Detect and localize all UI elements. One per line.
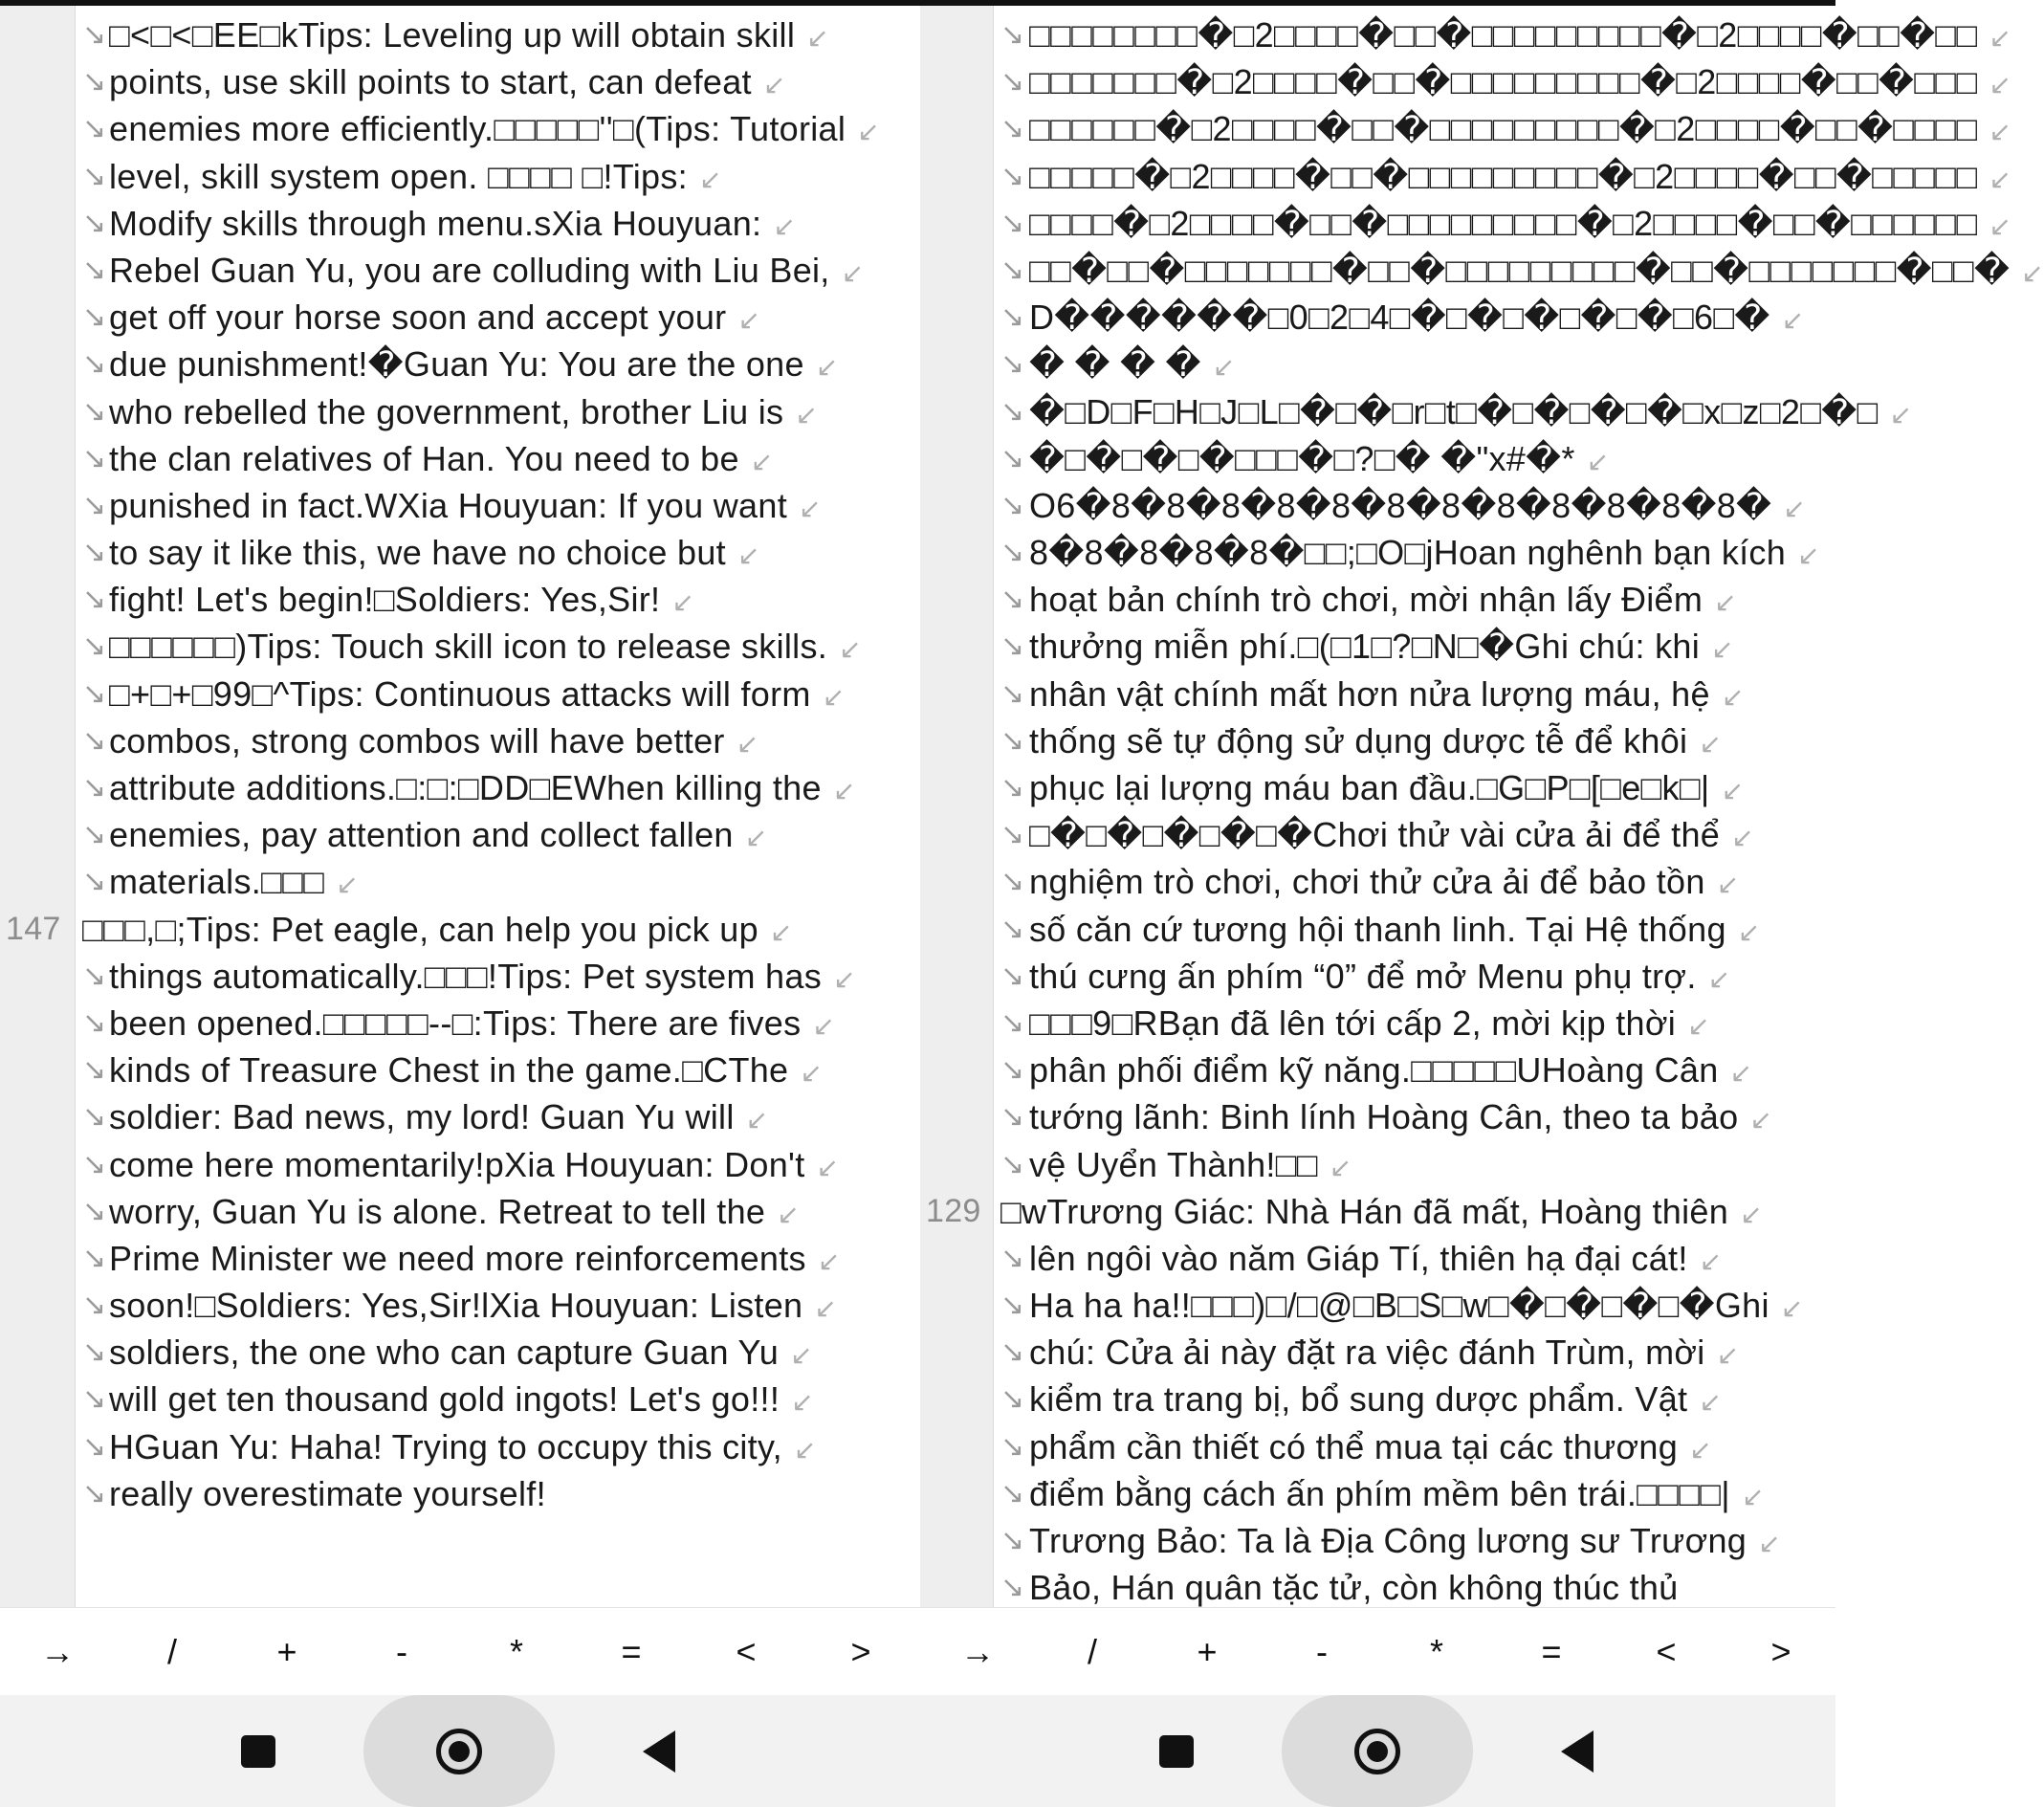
wrap-end-icon: ↙ <box>1989 23 2012 53</box>
line-text: due punishment!�Guan Yu: You are the one ↙ <box>109 344 839 385</box>
line-text: □□�□□�□□□□□□□�□□�□□□□□□□□□�□□�□□□□□□□�□□� ↙ <box>1029 250 2044 290</box>
text-line[interactable] <box>0 1282 920 1329</box>
line-text: punished in fact.WXia Houyuan: If you want ↙ <box>109 485 822 525</box>
line-number: 129 <box>926 1192 981 1229</box>
line-text: enemies more efficiently.□□□□□''□(Tips: Tutorial ↙ <box>109 109 880 149</box>
line-text: O6�8�8�8�8�8�8�8�8�8�8�8�8� ↙ <box>1029 485 1807 525</box>
extra-key[interactable]: → <box>960 1632 995 1671</box>
back-button[interactable] <box>564 1695 756 1807</box>
wrap-end-icon: ↙ <box>1721 681 1745 712</box>
text-line[interactable] <box>0 764 920 811</box>
extra-key[interactable]: / <box>1087 1632 1097 1671</box>
wrap-end-icon: ↙ <box>841 257 865 288</box>
line-text: □□□,□;Tips: Pet eagle, can help you pick up ↙ <box>82 909 793 949</box>
wrap-start-icon: ↘ <box>82 253 107 286</box>
wrap-start-icon: ↘ <box>82 301 107 334</box>
line-text: worry, Guan Yu is alone. Retreat to tell the ↙ <box>109 1191 800 1231</box>
circle-icon <box>436 1729 482 1774</box>
line-text: □□□□□□□□�□2□□□□�□□�□□□□□□□□□�□2□□□□�□□�□□ ↙ <box>1029 15 2012 55</box>
line-text: tướng lãnh: Binh lính Hoàng Cân, theo ta bảo ↙ <box>1029 1097 1773 1137</box>
text-line[interactable] <box>920 435 1835 482</box>
line-text: kiểm tra trang bị, bổ sung dược phẩm. Vật ↙ <box>1029 1379 1723 1420</box>
wrap-end-icon: ↙ <box>1781 305 1805 336</box>
editor-pane-right[interactable] <box>920 6 2044 1608</box>
text-line[interactable] <box>0 1329 920 1376</box>
line-text: nhân vật chính mất hơn nửa lượng máu, hệ ↙ <box>1029 673 1745 714</box>
extra-key[interactable]: - <box>396 1632 407 1671</box>
extra-key[interactable]: = <box>621 1632 642 1671</box>
text-line[interactable] <box>920 294 1835 341</box>
text-line[interactable] <box>920 1235 1835 1282</box>
line-text: to say it like this, we have no choice but ↙ <box>109 533 760 573</box>
text-line[interactable] <box>0 247 920 294</box>
text-line[interactable] <box>920 1423 1835 1470</box>
wrap-end-icon: ↙ <box>1687 1010 1710 1041</box>
wrap-start-icon: ↘ <box>82 1195 107 1227</box>
wrap-start-icon: ↘ <box>1000 1101 1025 1134</box>
text-line[interactable] <box>920 906 1835 953</box>
line-text: Ha ha ha!!□□□)□/□@□B□S□w□�□�□�□�Ghi ↙ <box>1029 1286 1804 1326</box>
line-text: come here momentarily!pXia Houyuan: Don't ↙ <box>109 1144 840 1184</box>
wrap-end-icon: ↙ <box>1586 446 1610 476</box>
text-line[interactable] <box>0 294 920 341</box>
extra-keys-row <box>0 1607 1835 1696</box>
text-line[interactable] <box>920 200 2012 247</box>
text-line[interactable] <box>920 1141 1835 1188</box>
text-line[interactable] <box>920 529 1835 576</box>
line-text: phục lại lượng máu ban đầu.□G□P□[□e□k□| ↙ <box>1029 768 1745 807</box>
line-text: □wTrương Giác: Nhà Hán đã mất, Hoàng thiên ↙ <box>1000 1191 1763 1231</box>
wrap-end-icon: ↙ <box>814 1293 838 1324</box>
text-line[interactable] <box>0 1235 920 1282</box>
square-icon <box>1159 1735 1194 1768</box>
wrap-start-icon: ↘ <box>82 1006 107 1039</box>
wrap-start-icon: ↘ <box>82 724 107 757</box>
wrap-start-icon: ↘ <box>82 113 107 145</box>
line-text: thú cưng ấn phím “0” để mở Menu phụ trợ. ↙ <box>1029 956 1731 996</box>
line-text: who rebelled the government, brother Liu is ↙ <box>109 391 819 431</box>
wrap-end-icon: ↙ <box>762 70 786 100</box>
extra-key[interactable]: = <box>1541 1632 1562 1671</box>
wrap-end-icon: ↙ <box>777 1199 800 1229</box>
wrap-end-icon: ↙ <box>1741 1481 1765 1511</box>
wrap-end-icon: ↙ <box>817 1245 841 1276</box>
text-line[interactable] <box>0 623 920 670</box>
wrap-start-icon: ↘ <box>1000 207 1025 239</box>
line-text: □□□□�□2□□□□�□□�□□□□□□□□□�□2□□□□�□□�□□□□□□ ↙ <box>1029 203 2012 243</box>
text-line[interactable] <box>0 1188 920 1235</box>
text-line[interactable] <box>920 482 1835 529</box>
wrap-end-icon: ↙ <box>816 1152 840 1182</box>
text-line[interactable] <box>0 953 920 1000</box>
wrap-start-icon: ↘ <box>82 19 107 51</box>
text-line[interactable] <box>920 1517 1835 1564</box>
text-line[interactable] <box>0 435 920 482</box>
wrap-end-icon: ↙ <box>1689 1434 1712 1465</box>
wrap-end-icon: ↙ <box>1780 1293 1804 1324</box>
text-line[interactable] <box>0 671 920 717</box>
line-text: D������□0□2□4□�□�□�□�□�□6□� ↙ <box>1029 297 1805 338</box>
text-line[interactable] <box>920 247 2044 294</box>
extra-key[interactable]: - <box>1316 1632 1328 1671</box>
wrap-end-icon: ↙ <box>812 1010 836 1041</box>
wrap-start-icon: ↘ <box>1000 301 1025 334</box>
line-text: get off your horse soon and accept your ↙ <box>109 297 761 338</box>
wrap-end-icon: ↙ <box>857 117 880 147</box>
wrap-end-icon: ↙ <box>815 352 839 383</box>
text-line[interactable] <box>920 576 1835 623</box>
wrap-end-icon: ↙ <box>671 587 695 618</box>
line-text: attribute additions.□:□:□DD□EWhen killing the ↙ <box>109 768 856 807</box>
line-text: soldiers, the one who can capture Guan Yu ↙ <box>109 1333 813 1373</box>
text-line[interactable] <box>0 1047 920 1093</box>
line-text: been opened.□□□□□--□:Tips: There are fives ↙ <box>109 1003 836 1043</box>
line-text: Prime Minister we need more reinforcements ↙ <box>109 1238 841 1278</box>
line-text: Bảo, Hán quân tặc tử, còn không thúc thủ <box>1029 1568 1679 1608</box>
line-text: □�□�□�□�□�Chơi thử vài cửa ải để thể ↙ <box>1029 815 1754 855</box>
line-text: phân phối điểm kỹ năng.□□□□□UHoàng Cân ↙ <box>1029 1050 1753 1091</box>
line-number: 147 <box>6 910 61 947</box>
wrap-start-icon: ↘ <box>1000 66 1025 99</box>
text-line[interactable] <box>920 717 1835 764</box>
line-text: really overestimate yourself! <box>109 1473 546 1513</box>
text-line[interactable] <box>0 482 920 529</box>
wrap-start-icon: ↘ <box>82 1289 107 1322</box>
back-triangle-icon <box>1561 1730 1593 1773</box>
extra-key[interactable]: < <box>1656 1632 1677 1671</box>
line-text: � � � � ↙ <box>1029 344 1236 385</box>
wrap-start-icon: ↘ <box>82 537 107 569</box>
line-text: HGuan Yu: Haha! Trying to occupy this city, ↙ <box>109 1426 817 1466</box>
wrap-end-icon: ↙ <box>744 823 768 853</box>
wrap-start-icon: ↘ <box>1000 584 1025 616</box>
line-text: the clan relatives of Han. You need to be ↙ <box>109 438 774 478</box>
wrap-end-icon: ↙ <box>1989 164 2012 194</box>
wrap-start-icon: ↘ <box>82 1101 107 1134</box>
square-icon <box>241 1735 275 1768</box>
line-text: lên ngôi vào năm Giáp Tí, thiên hạ đại cát! ↙ <box>1029 1238 1723 1278</box>
wrap-start-icon: ↘ <box>82 866 107 898</box>
line-text: Rebel Guan Yu, you are colluding with Liu Bei, ↙ <box>109 250 865 290</box>
line-text: �□�□�□�□□□�□?□� �"x#�* ↙ <box>1029 438 1610 478</box>
text-line[interactable] <box>0 58 920 105</box>
navigation-bar <box>0 1695 1835 1807</box>
text-line[interactable] <box>0 1000 920 1047</box>
wrap-start-icon: ↘ <box>1000 819 1025 851</box>
wrap-end-icon: ↙ <box>1737 916 1761 947</box>
wrap-end-icon: ↙ <box>1707 963 1731 994</box>
text-line[interactable] <box>0 105 920 152</box>
wrap-end-icon: ↙ <box>800 1058 824 1089</box>
wrap-end-icon: ↙ <box>736 728 759 759</box>
line-text: □□□□□□)Tips: Touch skill icon to release skills. ↙ <box>109 627 862 667</box>
line-text: kinds of Treasure Chest in the game.□CThe ↙ <box>109 1050 824 1091</box>
wrap-end-icon: ↙ <box>2021 257 2044 288</box>
wrap-start-icon: ↘ <box>82 584 107 616</box>
line-text: thống sẽ tự động sử dụng dược tễ để khôi ↙ <box>1029 720 1723 760</box>
extra-key[interactable]: / <box>166 1632 177 1671</box>
wrap-end-icon: ↙ <box>698 164 722 194</box>
line-text: vệ Uyển Thành!□□ ↙ <box>1029 1144 1352 1184</box>
wrap-start-icon: ↘ <box>1000 630 1025 663</box>
line-text: □□□□□□□�□2□□□□�□□�□□□□□□□□□�□2□□□□�□□�□□□ ↙ <box>1029 62 2012 102</box>
wrap-start-icon: ↘ <box>1000 489 1025 521</box>
wrap-end-icon: ↙ <box>1699 728 1723 759</box>
text-lines[interactable] <box>0 11 920 1517</box>
wrap-end-icon: ↙ <box>1989 70 2012 100</box>
wrap-end-icon: ↙ <box>790 1340 813 1371</box>
line-text: materials.□□□ ↙ <box>109 862 359 902</box>
wrap-end-icon: ↙ <box>1212 352 1236 383</box>
text-line[interactable] <box>920 1093 1835 1140</box>
wrap-start-icon: ↘ <box>1000 1430 1025 1463</box>
wrap-start-icon: ↘ <box>1000 395 1025 428</box>
wrap-start-icon: ↘ <box>1000 1383 1025 1416</box>
line-text: Trương Bảo: Ta là Địa Công lương sư Trương ↙ <box>1029 1521 1781 1560</box>
home-button[interactable] <box>363 1695 555 1807</box>
wrap-start-icon: ↘ <box>1000 348 1025 381</box>
wrap-end-icon: ↙ <box>793 1434 817 1465</box>
text-line[interactable] <box>0 717 920 764</box>
text-line[interactable] <box>0 341 920 387</box>
text-line[interactable] <box>920 388 1913 435</box>
line-text: chú: Cửa ải này đặt ra việc đánh Trùm, mời ↙ <box>1029 1333 1740 1373</box>
wrap-end-icon: ↙ <box>737 305 761 336</box>
back-button[interactable] <box>1483 1695 1674 1807</box>
wrap-end-icon: ↙ <box>773 210 797 241</box>
text-line[interactable] <box>0 153 920 200</box>
wrap-end-icon: ↙ <box>336 870 359 900</box>
text-line[interactable] <box>0 811 920 858</box>
wrap-start-icon: ↘ <box>82 1430 107 1463</box>
wrap-start-icon: ↘ <box>82 630 107 663</box>
text-line[interactable] <box>920 1282 1835 1329</box>
text-line[interactable] <box>920 671 1835 717</box>
text-line[interactable] <box>920 1376 1835 1422</box>
text-line[interactable] <box>920 153 2012 200</box>
text-line[interactable] <box>920 1188 1835 1235</box>
line-text: Modify skills through menu.sXia Houyuan: ↙ <box>109 203 797 243</box>
wrap-start-icon: ↘ <box>82 395 107 428</box>
line-text: nghiệm trò chơi, chơi thử cửa ải để bảo tồn ↙ <box>1029 862 1740 902</box>
back-triangle-icon <box>643 1730 675 1773</box>
wrap-end-icon: ↙ <box>736 540 760 571</box>
circle-icon <box>1354 1729 1400 1774</box>
wrap-end-icon: ↙ <box>745 1105 769 1135</box>
text-line[interactable] <box>920 858 1835 905</box>
text-line[interactable] <box>0 576 920 623</box>
text-line[interactable] <box>920 953 1835 1000</box>
wrap-start-icon: ↘ <box>1000 253 1025 286</box>
wrap-start-icon: ↘ <box>82 1477 107 1510</box>
wrap-end-icon: ↙ <box>833 963 856 994</box>
home-button[interactable] <box>1282 1695 1473 1807</box>
wrap-end-icon: ↙ <box>795 399 819 430</box>
wrap-end-icon: ↙ <box>1729 1058 1753 1089</box>
line-text: điểm bằng cách ấn phím mềm bên trái.□□□□| ↙ <box>1029 1473 1765 1513</box>
wrap-start-icon: ↘ <box>82 207 107 239</box>
wrap-start-icon: ↘ <box>1000 537 1025 569</box>
extra-key[interactable]: > <box>850 1632 871 1671</box>
line-text: □□□9□RBạn đã lên tới cấp 2, mời kịp thời ↙ <box>1029 1003 1710 1043</box>
line-text: hoạt bản chính trò chơi, mời nhận lấy Điểm ↙ <box>1029 580 1737 620</box>
wrap-start-icon: ↘ <box>1000 19 1025 51</box>
line-text: soon!□Soldiers: Yes,Sir!lXia Houyuan: Listen ↙ <box>109 1286 838 1326</box>
text-line[interactable] <box>0 388 920 435</box>
wrap-start-icon: ↘ <box>82 959 107 992</box>
wrap-end-icon: ↙ <box>1797 540 1820 571</box>
wrap-start-icon: ↘ <box>1000 959 1025 992</box>
wrap-start-icon: ↘ <box>1000 1572 1025 1604</box>
line-text: thưởng miễn phí.□(□1□?□N□�Ghi chú: khi ↙ <box>1029 627 1734 667</box>
wrap-end-icon: ↙ <box>806 23 829 53</box>
line-text: fight! Let's begin!□Soldiers: Yes,Sir! ↙ <box>109 580 695 620</box>
line-text: phẩm cần thiết có thể mua tại các thương ↙ <box>1029 1426 1712 1466</box>
text-line[interactable] <box>0 11 920 58</box>
wrap-end-icon: ↙ <box>1716 870 1740 900</box>
wrap-start-icon: ↘ <box>1000 1336 1025 1369</box>
wrap-start-icon: ↘ <box>82 1383 107 1416</box>
wrap-start-icon: ↘ <box>82 348 107 381</box>
text-line[interactable] <box>0 529 920 576</box>
wrap-start-icon: ↘ <box>1000 1525 1025 1556</box>
wrap-start-icon: ↘ <box>1000 113 1025 145</box>
wrap-end-icon: ↙ <box>1714 587 1737 618</box>
text-line[interactable] <box>920 1000 1835 1047</box>
line-text: level, skill system open. □□□□ □!Tips: ↙ <box>109 156 722 196</box>
text-line[interactable] <box>920 1047 1835 1093</box>
wrap-end-icon: ↙ <box>1721 776 1745 805</box>
text-line[interactable] <box>0 1423 920 1470</box>
text-line[interactable] <box>920 811 1835 858</box>
wrap-start-icon: ↘ <box>82 160 107 192</box>
line-text: □+□+□99□^Tips: Continuous attacks will form ↙ <box>109 673 846 714</box>
wrap-start-icon: ↘ <box>1000 1006 1025 1039</box>
wrap-end-icon: ↙ <box>799 493 822 523</box>
wrap-start-icon: ↘ <box>82 1054 107 1087</box>
wrap-end-icon: ↙ <box>1716 1340 1740 1371</box>
wrap-end-icon: ↙ <box>769 916 793 947</box>
text-line[interactable] <box>0 1141 920 1188</box>
wrap-start-icon: ↘ <box>1000 1289 1025 1322</box>
wrap-end-icon: ↙ <box>1329 1152 1352 1182</box>
line-text: things automatically.□□□!Tips: Pet system has ↙ <box>109 956 856 996</box>
extra-key[interactable]: * <box>509 1632 523 1671</box>
wrap-start-icon: ↘ <box>82 1148 107 1180</box>
text-line[interactable] <box>920 341 1835 387</box>
wrap-start-icon: ↘ <box>1000 1054 1025 1087</box>
line-text: □<□<□EE□kTips: Leveling up will obtain skill ↙ <box>109 15 829 55</box>
wrap-end-icon: ↙ <box>1758 1529 1781 1558</box>
wrap-start-icon: ↘ <box>82 1242 107 1274</box>
text-line[interactable] <box>0 200 920 247</box>
wrap-end-icon: ↙ <box>1711 634 1734 665</box>
text-line[interactable] <box>0 858 920 905</box>
wrap-end-icon: ↙ <box>832 776 856 805</box>
text-line[interactable] <box>0 906 920 953</box>
text-line[interactable] <box>920 1329 1835 1376</box>
extra-key[interactable]: < <box>736 1632 757 1671</box>
wrap-start-icon: ↘ <box>1000 913 1025 945</box>
extra-key[interactable]: + <box>1197 1632 1218 1671</box>
wrap-start-icon: ↘ <box>1000 724 1025 757</box>
wrap-end-icon: ↙ <box>1989 117 2012 147</box>
text-line[interactable] <box>920 58 2012 105</box>
recent-apps-button[interactable] <box>1081 1695 1272 1807</box>
wrap-start-icon: ↘ <box>1000 1477 1025 1510</box>
wrap-end-icon: ↙ <box>1783 493 1807 523</box>
wrap-start-icon: ↘ <box>1000 866 1025 898</box>
wrap-start-icon: ↘ <box>1000 677 1025 710</box>
line-text: �□D□F□H□J□L□�□�□r□t□�□�□�□�□x□z□2□�□ ↙ <box>1029 391 1913 431</box>
wrap-end-icon: ↙ <box>822 681 846 712</box>
text-line[interactable] <box>920 11 2012 58</box>
wrap-end-icon: ↙ <box>1989 210 2012 241</box>
wrap-start-icon: ↘ <box>82 1336 107 1369</box>
text-lines[interactable] <box>920 11 2044 1611</box>
line-text: points, use skill points to start, can defeat ↙ <box>109 62 786 102</box>
text-line[interactable] <box>920 623 1835 670</box>
editor-pane-left[interactable] <box>0 6 920 1607</box>
wrap-start-icon: ↘ <box>82 66 107 99</box>
wrap-start-icon: ↘ <box>82 489 107 521</box>
extra-key[interactable]: * <box>1429 1632 1443 1671</box>
wrap-end-icon: ↙ <box>791 1387 814 1418</box>
wrap-start-icon: ↘ <box>1000 442 1025 474</box>
text-line[interactable] <box>0 1093 920 1140</box>
line-text: 8�8�8�8�8�□□;□O□jHoan nghênh bạn kích ↙ <box>1029 533 1820 573</box>
text-line[interactable] <box>920 1470 1835 1517</box>
wrap-start-icon: ↘ <box>1000 1148 1025 1180</box>
wrap-start-icon: ↘ <box>1000 160 1025 192</box>
line-text: số căn cứ tương hội thanh linh. Tại Hệ thống ↙ <box>1029 909 1761 949</box>
text-line[interactable] <box>0 1376 920 1422</box>
line-text: will get ten thousand gold ingots! Let's go!!! ↙ <box>109 1379 814 1420</box>
wrap-end-icon: ↙ <box>1889 399 1913 430</box>
wrap-end-icon: ↙ <box>1749 1105 1773 1135</box>
wrap-end-icon: ↙ <box>1699 1245 1723 1276</box>
wrap-end-icon: ↙ <box>1731 823 1754 853</box>
extra-key[interactable]: + <box>276 1632 297 1671</box>
wrap-start-icon: ↘ <box>1000 1242 1025 1274</box>
wrap-start-icon: ↘ <box>82 677 107 710</box>
line-text: □□□□□□�□2□□□□�□□�□□□□□□□□□�□2□□□□�□□�□□□□ ↙ <box>1029 109 2012 149</box>
wrap-start-icon: ↘ <box>82 819 107 851</box>
extra-key[interactable]: → <box>40 1632 75 1671</box>
extra-key[interactable]: > <box>1770 1632 1791 1671</box>
wrap-end-icon: ↙ <box>750 446 774 476</box>
recent-apps-button[interactable] <box>163 1695 354 1807</box>
line-text: soldier: Bad news, my lord! Guan Yu will ↙ <box>109 1097 769 1137</box>
text-line[interactable] <box>920 764 1835 811</box>
wrap-start-icon: ↘ <box>82 772 107 804</box>
wrap-end-icon: ↙ <box>1740 1199 1763 1229</box>
line-text: □□□□□�□2□□□□�□□�□□□□□□□□□�□2□□□□�□□�□□□□□ ↙ <box>1029 156 2012 196</box>
line-text: combos, strong combos will have better ↙ <box>109 720 759 760</box>
text-line[interactable] <box>0 1470 920 1517</box>
line-text: enemies, pay attention and collect fallen ↙ <box>109 815 768 855</box>
wrap-start-icon: ↘ <box>1000 772 1025 804</box>
text-line[interactable] <box>920 1564 1835 1611</box>
text-line[interactable] <box>920 105 2012 152</box>
wrap-start-icon: ↘ <box>82 442 107 474</box>
wrap-end-icon: ↙ <box>1699 1387 1723 1418</box>
wrap-end-icon: ↙ <box>839 634 862 665</box>
